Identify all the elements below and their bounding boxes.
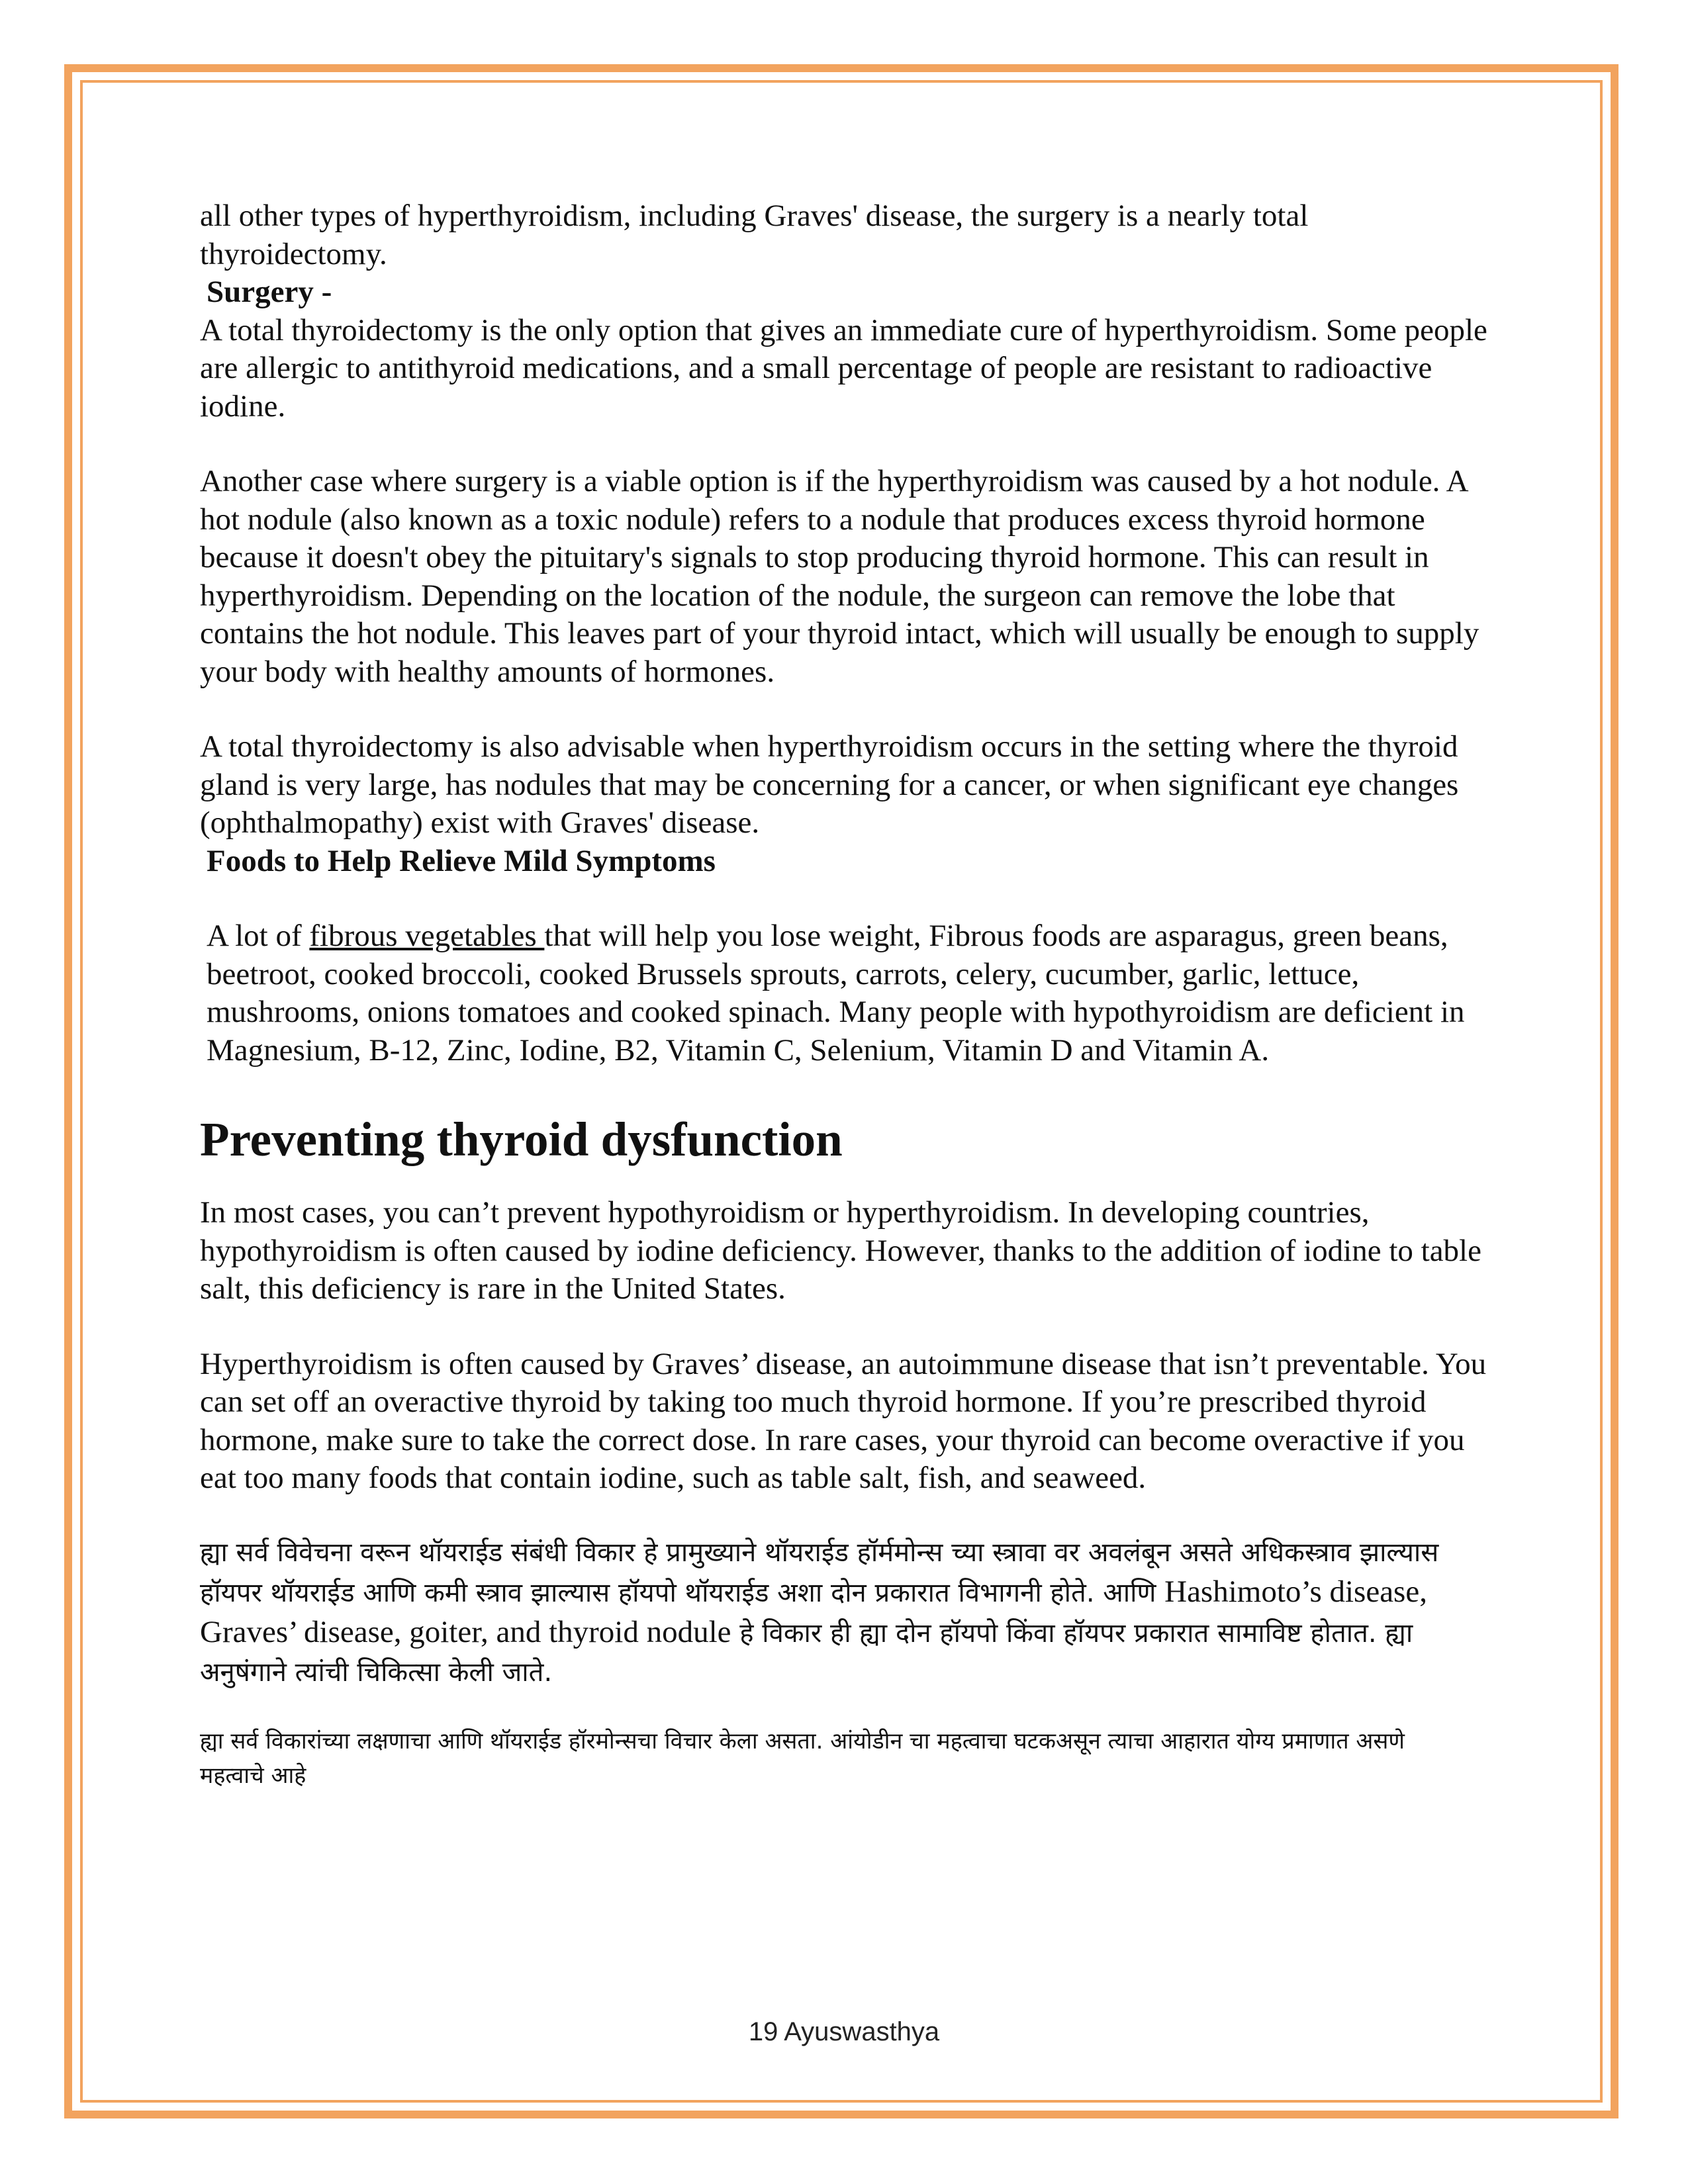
paragraph-total-thyroidectomy: A total thyroidectomy is also advisable when hyperthyroidism occurs in the setting where the thyroid gland is very large, has nodules that may be concerning for a cancer, or when significant eye changes (ophthalmopathy) exist with Graves' disease.	[200, 729, 1459, 840]
paragraph-prevent-1: In most cases, you can’t prevent hypothyroidism or hyperthyroidism. In developing countries, hypothyroidism is often caused by iodine deficiency. However, thanks to the addition of iodine to table salt, this deficiency is rare in the United States.	[200, 1195, 1481, 1306]
paragraph-surgery: A total thyroidectomy is the only option that gives an immediate cure of hyperthyroidism. Some people are allergic to antithyroid medications, and a small percentage of people are resistant to radioactive iodine.	[200, 312, 1487, 424]
document-body	[200, 197, 1497, 1793]
paragraph-marathi-1	[200, 1533, 1451, 1692]
foods-lead-text: A lot of	[207, 919, 310, 953]
heading-foods: Foods to Help Relieve Mild Symptoms	[207, 843, 716, 878]
foods-rest-text: that will help you lose weight, Fibrous foods are asparagus, green beans, beetroot, cooked broccoli, cooked Brussels sprouts, carrots, celery, cucumber, garlic, lettuce, mushrooms, onions tomatoes and cooked spinach. Many people with hypothyroidism are deficient in Magnesium, B-12, Zinc, Iodine, B2, Vitamin C, Selenium, Vitamin D and Vitamin A.	[207, 919, 1465, 1068]
marathi-1-part-a: ह्या सर्व विवेचना वरून थॉयराईड संबंधी विकार हे प्रामुख्याने थॉयराईड हॉर्ममोन्स च्या स्त्रावा वर अवलंबून असते अधिकस्त्राव झाल्यास हॉयपर थॉयराईड आणि कमी स्त्राव झाल्यास हॉयपो थॉयराईड अशा दोन प्रकारात विभागनी होते. आणि	[200, 1537, 1439, 1608]
paragraph-marathi-2: ह्या सर्व विकारांच्या लक्षणाचा आणि थॉयराईड हॉरमोन्सचा विचार केला असता. आंयोडीन चा महत्वाचा घटकअसून त्याचा आहारात योग्य प्रमाणात असणे महत्वाचे आहे	[200, 1727, 1405, 1789]
paragraph-prevent-2: Hyperthyroidism is often caused by Graves’ disease, an autoimmune disease that isn’t preventable. You can set off an overactive thyroid by taking too much thyroid hormone. If you’re prescribed thyroid hormone, make sure to take the correct dose. In rare cases, your thyroid can become overactive if you eat too many foods that contain iodine, such as table salt, fish, and seaweed.	[200, 1346, 1487, 1495]
marathi-1-part-b: Hashimoto’s disease, Graves’ disease, goiter, and thyroid nodule	[200, 1574, 1427, 1649]
fibrous-vegetables-link[interactable]: fibrous vegetables	[309, 919, 545, 953]
paragraph-foods	[200, 917, 1497, 1069]
marathi-1-part-c: हे विकार ही ह्या दोन हॉयपो किंवा हॉयपर प्रकारात सामाविष्ट होतात. ह्या अनुषंगाने त्यांची चिकित्सा केली जाते.	[200, 1617, 1413, 1688]
page-footer: 19 Ayuswasthya	[748, 2017, 940, 2046]
paragraph-hot-nodule: Another case where surgery is a viable option is if the hyperthyroidism was caused by a hot nodule. A hot nodule (also known as a toxic nodule) refers to a nodule that produces excess thyroid hormone because it doesn't obey the pituitary's signals to stop producing thyroid hormone. This can result in hyperthyroidism. Depending on the location of the nodule, the surgeon can remove the lobe that contains the hot nodule. This leaves part of your thyroid intact, which will usually be enough to supply your body with healthy amounts of hormones.	[200, 464, 1479, 689]
heading-surgery: Surgery -	[207, 275, 332, 309]
paragraph-intro: all other types of hyperthyroidism, including Graves' disease, the surgery is a nearly total thyroidectomy.	[200, 199, 1309, 271]
heading-preventing: Preventing thyroid dysfunction	[200, 1113, 843, 1166]
